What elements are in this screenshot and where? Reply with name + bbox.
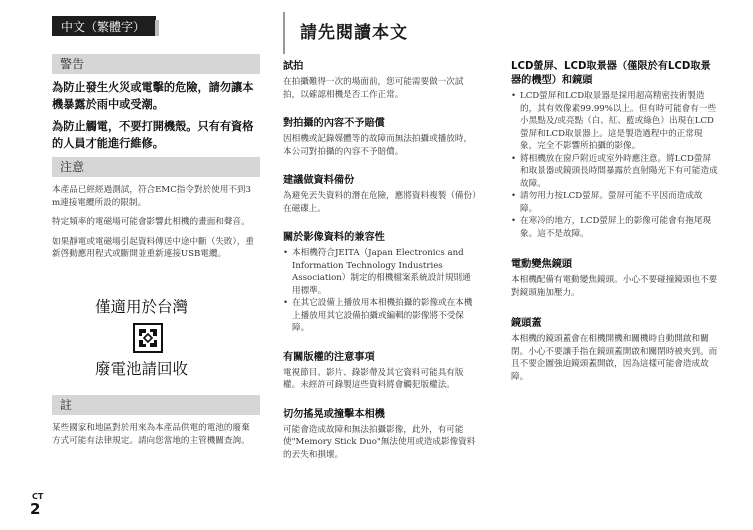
copyright-body: 電視節目、影片、錄影帶及其它資料可能具有版權。未經許可錄製這些資料將會觸犯版權法。 — [283, 367, 464, 390]
list-item: • 請勿用力按LCD螢屏。螢屏可能不平因而造成故障。 — [511, 190, 719, 215]
list-item: • 本相機符合JEITA（Japan Electronics and Information Technology Industries Association）制定的相機檔案系統設計規則通用標準。 — [283, 247, 479, 297]
warning-text-1: 為防止發生火災或電擊的危險，請勿讓本機暴露於雨中或受潮。 — [52, 81, 254, 111]
list-item: • LCD螢屏和LCD取景器是採用超高精密技術製造的，其有效像素99.99%以上。但有時可能會有一些小黑點及/或亮點（白、紅、藍或綠色）出現在LCD螢屏和LCD取景器上。這是製造過程中的正常現象，完全不影響所拍攝的影像。 — [511, 90, 719, 153]
lens-cover-body: 本相機的鏡頭蓋會在相機開機和關機時自動開啟和關閉。小心不要讓手指在鏡頭蓋開啟和關閉時被夾到。而且不要企圖強迫鏡頭蓋開啟，因為這樣可能會造成故障。 — [511, 334, 718, 382]
shake-body: 可能會造成故障和無法拍攝影像，此外，有可能使"Memory Stick Duo"無法使用或造成影像資料的丟失和損壞。 — [283, 424, 476, 460]
zoom-lens-body: 本相機配備有電動變焦鏡頭。小心不要碰撞鏡頭也不要對鏡頭施加壓力。 — [511, 275, 718, 298]
caution-paragraph-3: 如果靜電或電磁場引起資料傳送中途中斷（失敗），重新啓動應用程式或斷開並重新連接USB電纜。 — [52, 236, 254, 259]
compatibility-heading: 關於影像資料的兼容性 — [283, 232, 385, 243]
list-item: • 將相機放在窗戶附近或室外時應注意。將LCD螢屏和取景器或鏡頭長時間暴露於直射陽光下有可能造成故障。 — [511, 153, 719, 191]
page-number: 2 — [30, 500, 41, 518]
battery-recycle-label: 廢電池請回收 — [95, 360, 189, 378]
lens-cover-heading: 鏡頭蓋 — [511, 318, 542, 329]
page-title: 請先閱讀本文 — [300, 23, 408, 43]
no-compensation-heading: 對拍攝的內容不予賠償 — [283, 118, 385, 129]
warning-block — [52, 79, 258, 152]
warning-text-2: 為防止觸電，不要打開機殼。只有有資格的人員才能進行維修。 — [52, 120, 254, 150]
trial-heading: 試拍 — [283, 61, 304, 72]
lcd-list — [511, 90, 719, 240]
middle-column — [283, 60, 479, 461]
caution-band: 注意 — [52, 157, 260, 177]
title-rule — [283, 12, 285, 54]
caution-paragraph-1: 本產品已經經過測試，符合EMC指令對於使用不到3 m連接電纜所設的限制。 — [52, 185, 251, 208]
compatibility-list — [283, 247, 479, 335]
lcd-heading: LCD螢屏、LCD取景器（僅限於有LCD取景器的機型）和鏡頭 — [511, 61, 711, 86]
trial-body: 在拍攝難得一次的場面前，您可能需要做一次試拍，以確認相機是否工作正常。 — [283, 77, 464, 100]
copyright-heading: 有關版權的注意事項 — [283, 351, 375, 363]
backup-body: 為避免丟失資料的潛在危險，應將資料複製（備份）在磁碟上。 — [283, 191, 477, 214]
note-text: 某些國家和地區對於用來為本產品供電的電池的廢棄方式可能有法律規定。請向您當地的主管機關查詢。 — [52, 423, 250, 446]
language-tab: 中文（繁體字） — [52, 16, 156, 36]
caution-paragraph-2: 特定頻率的電磁場可能會影響此相機的畫面和聲音。 — [52, 217, 250, 227]
list-item: • 在其它設備上播放用本相機拍攝的影像或在本機上播放用其它設備拍攝或編輯的影像將不受保障。 — [283, 297, 479, 335]
taiwan-only-label: 僅適用於台灣 — [95, 298, 189, 316]
no-compensation-body: 因相機或記錄媒體等的故障而無法拍攝或播放時，本公司對拍攝的內容不予賠償。 — [283, 134, 473, 157]
note-band: 註 — [52, 395, 260, 415]
warning-band: 警告 — [52, 54, 260, 74]
right-column — [511, 60, 719, 383]
backup-heading: 建議做資料備份 — [283, 175, 355, 186]
caution-block — [52, 184, 258, 261]
battery-recycle-icon — [133, 323, 163, 353]
zoom-lens-heading: 電動變焦鏡頭 — [511, 259, 573, 270]
list-item: • 在寒冷的地方，LCD螢屏上的影像可能會有拖尾現象。這不是故障。 — [511, 215, 719, 240]
language-code: CT — [32, 492, 44, 501]
shake-heading: 切勿搖晃或撞擊本相機 — [283, 408, 385, 420]
